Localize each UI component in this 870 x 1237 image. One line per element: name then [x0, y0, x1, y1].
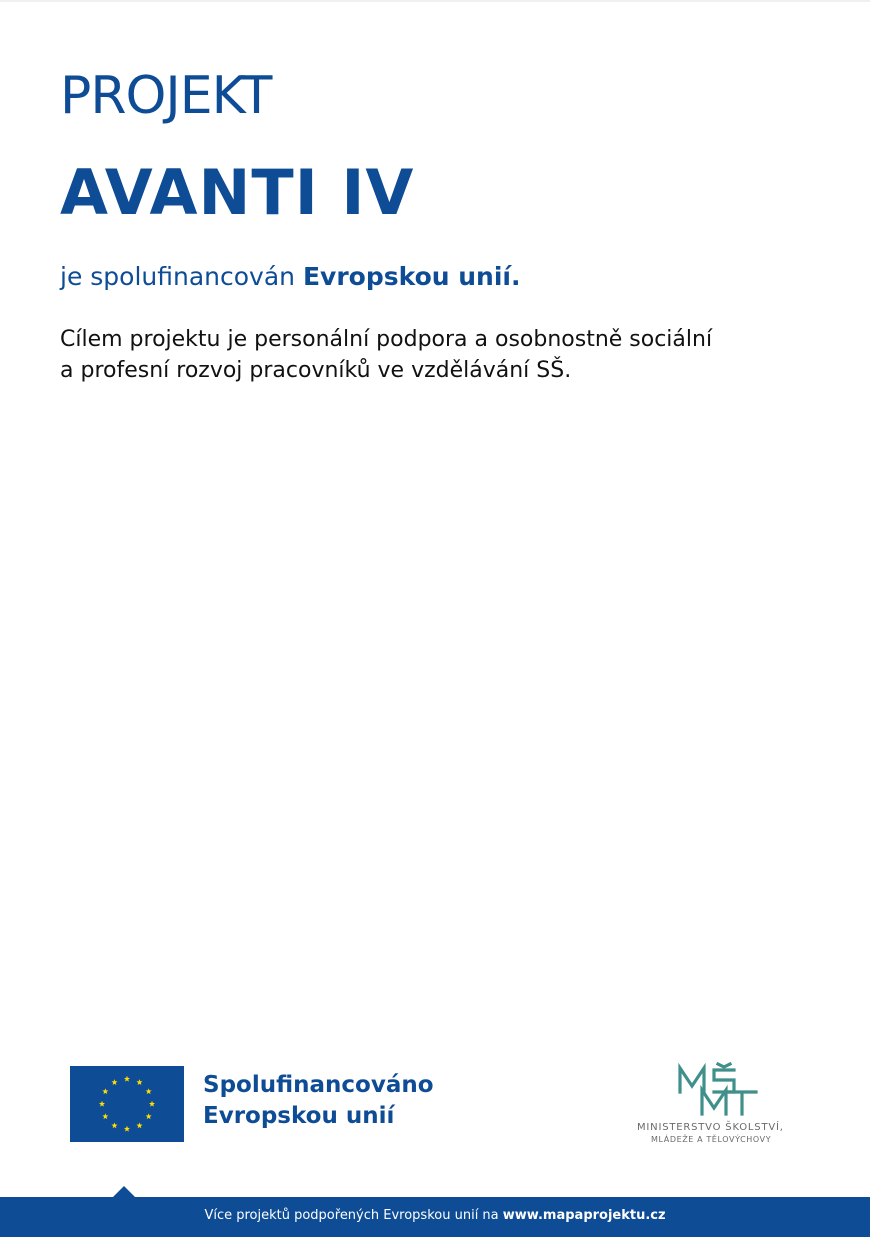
description-line-1: Cílem projektu je personální podpora a osobnostně sociální: [60, 327, 713, 352]
eu-star-icon: [102, 1113, 108, 1119]
eu-star-icon: [99, 1101, 105, 1107]
eu-star-icon: [111, 1079, 117, 1085]
eu-cofinanced-text: [203, 1070, 434, 1132]
eu-star-icon: [146, 1088, 152, 1094]
project-label: PROJEKT: [60, 66, 272, 126]
cofinanced-emphasis: Evropskou unií.: [302, 262, 521, 291]
footer-link[interactable]: www.mapaprojektu.cz: [502, 1208, 666, 1223]
eu-star-icon: [149, 1101, 155, 1107]
msmt-name-line-2: MLÁDEŽE A TĚLOVÝCHOVY: [651, 1135, 772, 1144]
eu-flag-icon: [70, 1066, 184, 1142]
footer-prefix: Více projektů podpořených Evropskou unií na: [204, 1208, 503, 1223]
eu-star-icon: [146, 1113, 152, 1119]
description-line-2: a profesní rozvoj pracovníků ve vzdělávání SŠ.: [60, 358, 572, 383]
eu-star-icon: [111, 1122, 117, 1128]
eu-stars-icon: [70, 1066, 184, 1142]
cofinanced-statement: [60, 262, 521, 291]
eu-star-icon: [136, 1079, 142, 1085]
eu-text-line-1: Spolufinancováno: [203, 1072, 434, 1098]
project-title: AVANTI IV: [60, 156, 415, 229]
cofinanced-prefix: je spolufinancován: [60, 262, 303, 291]
eu-star-icon: [136, 1122, 142, 1128]
eu-star-icon: [124, 1126, 130, 1132]
project-description: [60, 324, 712, 386]
footer-text: [0, 1208, 870, 1223]
eu-star-icon: [102, 1088, 108, 1094]
eu-text-line-2: Evropskou unií: [203, 1103, 395, 1129]
eu-star-icon: [124, 1076, 130, 1082]
top-border-line: [0, 0, 870, 2]
msmt-name-line-1: MINISTERSTVO ŠKOLSTVÍ,: [637, 1122, 784, 1133]
